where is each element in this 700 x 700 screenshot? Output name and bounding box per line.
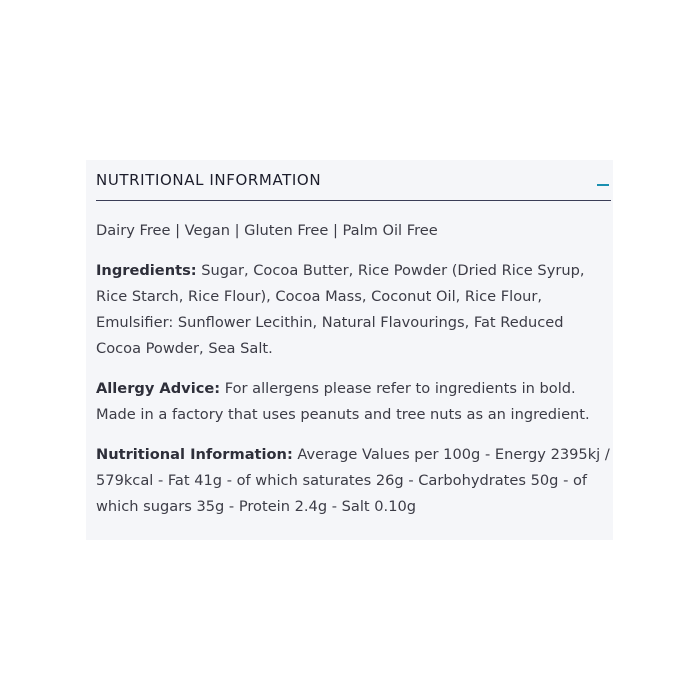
accordion-body [96,218,611,534]
accordion-header[interactable] [96,160,611,201]
section-title: NUTRITIONAL INFORMATION [96,171,322,189]
allergy-paragraph [96,376,611,428]
nutrition-text: Average Values per 100g - Energy 2395kj / 579kcal - Fat 41g - of which saturates 26g - Carbohydrates 50g - of which sugars 35g - Protein 2.4g - Salt 0.10g [96,446,610,515]
nutritional-information-panel [86,160,613,540]
ingredients-text: Sugar, Cocoa Butter, Rice Powder (Dried Rice Syrup, Rice Starch, Rice Flour), Cocoa Mass, Coconut Oil, Rice Flour, Emulsifier: Sunflower Lecithin, Natural Flavourings, Fat Reduced Cocoa Powder, Sea Salt. [96,262,585,357]
ingredients-label: Ingredients: [96,262,197,279]
collapse-toggle[interactable] [595,174,611,190]
allergy-text: For allergens please refer to ingredients in bold. Made in a factory that uses peanuts and tree nuts as an ingredient. [96,380,590,423]
dietary-info: Dairy Free | Vegan | Gluten Free | Palm Oil Free [96,222,438,239]
nutrition-paragraph [96,442,611,520]
nutrition-label: Nutritional Information: [96,446,293,463]
allergy-label: Allergy Advice: [96,380,221,397]
minus-icon [597,184,609,186]
ingredients-paragraph [96,258,611,362]
